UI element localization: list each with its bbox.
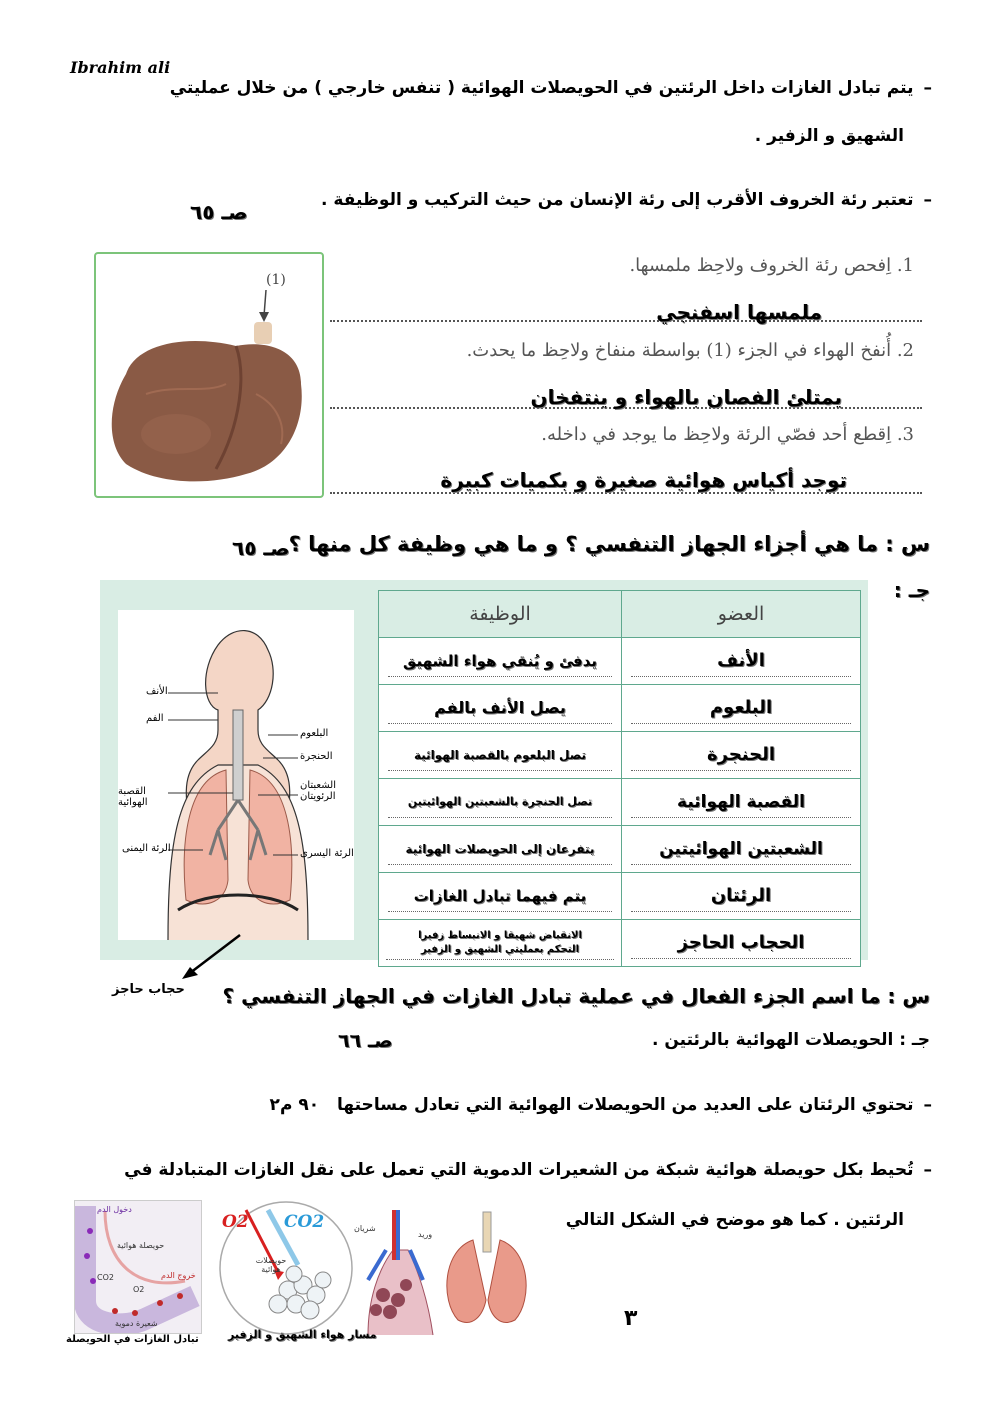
- activity-answer-1[interactable]: ملمسها اسفنجي: [656, 300, 822, 324]
- label-left-lung: الرئة اليسرى: [300, 848, 354, 859]
- table-row: [379, 779, 861, 826]
- table-row: [379, 638, 861, 685]
- co2-label: CO2: [284, 1212, 325, 1232]
- fig-caption-alveolus: تبادل الغازات في الحويصلة: [66, 1334, 199, 1345]
- answer-gas-exchange: جـ : الحويصلات الهوائية بالرئتين .: [652, 1030, 930, 1050]
- bullet-dash: –: [923, 190, 932, 210]
- co2-label: CO2: [97, 1273, 114, 1282]
- function-cell[interactable]: [386, 927, 614, 960]
- artery-label: شريان: [354, 1224, 376, 1233]
- respiratory-diagram: [118, 610, 354, 940]
- organ-cell[interactable]: البلعوم: [631, 693, 851, 724]
- function-cell[interactable]: تصل البلعوم بالقصبة الهوائية: [388, 740, 612, 771]
- bullet-dash: –: [923, 1095, 932, 1115]
- function-cell[interactable]: يتم فيهما تبادل الغازات: [388, 881, 612, 912]
- header-organ: العضو: [622, 591, 861, 638]
- paragraph-alveoli-area: [270, 1095, 932, 1115]
- function-line: الانقباض شهيقا و الانبساط زفيرا: [418, 929, 582, 941]
- alveolus-exchange-figure: [74, 1200, 202, 1334]
- label-mouth: الفم: [146, 713, 164, 724]
- function-line: التحكم بعمليتي الشهيق و الزفير: [420, 943, 580, 955]
- activity-question-1: 1. اِفحص رئة الخروف ولاحِظ ملمسها.: [629, 255, 914, 276]
- alveoli-label: حويصلات هوائية: [255, 1256, 287, 1274]
- diaphragm-arrow: [170, 925, 260, 985]
- function-cell[interactable]: يدفئ و يُنقي هواء الشهيق: [388, 646, 612, 677]
- activity-answer-3[interactable]: توجد أكياس هوائية صغيرة و بكميات كبيرة: [440, 468, 847, 492]
- paragraph-sheep-lung: [321, 190, 932, 210]
- sheep-lung-image: [94, 252, 324, 498]
- organ-cell[interactable]: الحنجرة: [631, 740, 851, 771]
- table-row: [379, 920, 861, 967]
- sheep-lung-illustration: [96, 254, 322, 496]
- label-larynx: الحنجرة: [300, 751, 333, 762]
- label-nose: الأنف: [146, 686, 168, 697]
- bullet-dash: –: [923, 1160, 932, 1180]
- question-respiratory-parts: س : ما هي أجزاء الجهاز التنفسي ؟ و ما هي وظيفة كل منها ؟: [288, 532, 930, 556]
- label-right-lung: الرئة اليمنى: [122, 843, 171, 854]
- paragraph-line-2: الرئتين . كما هو موضح في الشكل التالي: [565, 1210, 904, 1230]
- label-bronchi: الشعبتان الرئويتان: [300, 780, 336, 802]
- alveolus-label: حويصلة هوائية: [117, 1241, 165, 1250]
- blood-in-label: دخول الدم: [97, 1205, 132, 1214]
- paragraph-line-2: الشهيق و الزفير .: [754, 126, 904, 146]
- table-row: [379, 732, 861, 779]
- capillary-label: شعيرة دموية: [115, 1319, 158, 1328]
- o2-label: O2: [133, 1285, 145, 1294]
- breathing-path-figure: [218, 1200, 536, 1336]
- answer-label: جـ :: [893, 578, 930, 602]
- page-ref: صـ ٦٦: [338, 1030, 393, 1052]
- page-ref: صـ ٦٥: [190, 200, 248, 224]
- label-trachea: القصبة الهوائية: [118, 786, 148, 808]
- bullet-dash: –: [923, 78, 932, 98]
- table-header-row: [379, 591, 861, 638]
- table-row: [379, 873, 861, 920]
- o2-label: O2: [222, 1212, 249, 1232]
- diaphragm-callout: حجاب حاجز: [112, 982, 185, 997]
- organs-table: [378, 590, 861, 967]
- header-function: الوظيفة: [379, 591, 622, 638]
- paragraph-gas-exchange: [112, 78, 932, 98]
- organ-cell[interactable]: القصبة الهوائية: [631, 787, 851, 818]
- table-row: [379, 685, 861, 732]
- paragraph-capillaries: [124, 1160, 932, 1180]
- table-row: [379, 826, 861, 873]
- blood-out-label: خروج الدم: [161, 1271, 196, 1280]
- organ-cell[interactable]: الشعبتين الهوائيتين: [631, 834, 851, 865]
- paragraph-text: تُحيط بكل حويصلة هوائية شبكة من الشعيرات الدموية التي تعمل على نقل الغازات المتبادلة في: [124, 1160, 914, 1180]
- label-part-1: (1): [266, 272, 286, 288]
- organ-cell[interactable]: الأنف: [631, 646, 851, 677]
- function-cell[interactable]: يتفرعان إلى الحويصلات الهوائية: [388, 834, 612, 865]
- organ-cell[interactable]: الحجاب الحاجز: [631, 928, 851, 959]
- function-cell[interactable]: يصل الأنف بالفم: [388, 693, 612, 724]
- paragraph-text: تعتبر رئة الخروف الأقرب إلى رئة الإنسان من حيث التركيب و الوظيفة .: [321, 190, 914, 210]
- vein-label: وريد: [418, 1230, 433, 1239]
- question-gas-exchange: س : ما اسم الجزء الفعال في عملية تبادل الغازات في الجهاز التنفسي ؟: [222, 984, 930, 1008]
- area-value: ٩٠ م٢: [269, 1095, 320, 1115]
- function-cell[interactable]: تصل الحنجرة بالشعبتين الهوائيتين: [388, 787, 612, 818]
- answer-line-1: [330, 298, 922, 322]
- label-pharynx: البلعوم: [300, 728, 329, 739]
- activity-answer-2[interactable]: يمتلئ الفصان بالهواء و ينتفخان: [530, 385, 842, 409]
- respiratory-panel: [100, 580, 868, 960]
- paragraph-text: تحتوي الرئتان على العديد من الحويصلات الهوائية التي تعادل مساحتها: [337, 1095, 914, 1115]
- page-ref: صـ ٦٥: [232, 536, 290, 560]
- activity-question-2: 2. أُنفخ الهواء في الجزء (1) بواسطة منفاخ ولاحِظ ما يحدث.: [466, 340, 914, 361]
- fig-caption-breathing: مسار هواء الشهيق و الزفير: [228, 1328, 377, 1341]
- page-number: ٣: [624, 1306, 638, 1331]
- author-name: Ibrahim ali: [70, 58, 171, 77]
- activity-question-3: 3. اِقطع أحد فصّي الرئة ولاحِظ ما يوجد في داخله.: [541, 424, 914, 445]
- paragraph-line: يتم تبادل الغازات داخل الرئتين في الحويصلات الهوائية ( تنفس خارجي ) من خلال عمليتي: [169, 78, 914, 98]
- organ-cell[interactable]: الرئتان: [631, 881, 851, 912]
